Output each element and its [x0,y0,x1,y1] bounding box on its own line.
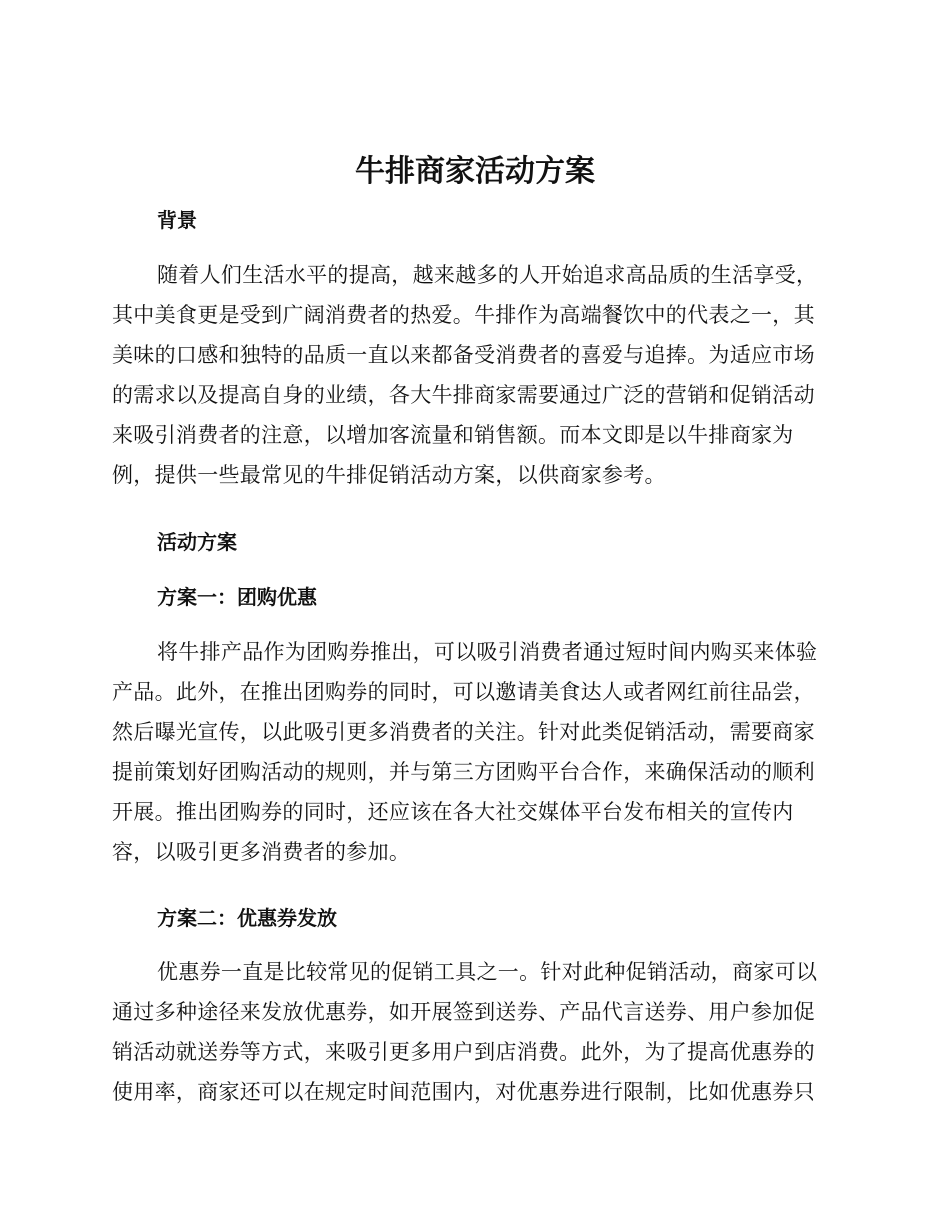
paragraph-line: 将牛排产品作为团购券推出，可以吸引消费者通过短时间内购买来体验 [157,640,818,664]
background-paragraph [112,255,842,495]
paragraph-line: 提前策划好团购活动的规则，并与第三方团购平台合作，来确保活动的顺利 [112,760,815,784]
plan-one-paragraph [112,632,842,872]
paragraph-line: 优惠券一直是比较常见的促销工具之一。针对此种促销活动，商家可以 [157,960,818,984]
section-heading-plan-one: 方案一：团购优惠 [157,585,317,609]
document-title: 牛排商家活动方案 [355,154,595,189]
paragraph-line: 来吸引消费者的注意，以增加客流量和销售额。而本文即是以牛排商家为 [112,423,794,447]
paragraph-line: 容，以吸引更多消费者的参加。 [112,840,411,864]
paragraph-line: 例，提供一些最常见的牛排促销活动方案，以供商家参考。 [112,463,666,487]
paragraph-line: 然后曝光宣传，以此吸引更多消费者的关注。针对此类促销活动，需要商家 [112,720,815,744]
section-heading-plan-two: 方案二：优惠券发放 [157,906,337,930]
paragraph-line: 随着人们生活水平的提高，越来越多的人开始追求高品质的生活享受， [157,263,818,287]
paragraph-line: 开展。推出团购券的同时，还应该在各大社交媒体平台发布相关的宣传内 [112,800,794,824]
section-heading-activity-plans: 活动方案 [157,530,237,554]
paragraph-line: 的需求以及提高自身的业绩，各大牛排商家需要通过广泛的营销和促销活动 [112,383,815,407]
paragraph-line: 销活动就送券等方式，来吸引更多用户到店消费。此外，为了提高优惠券的 [112,1040,815,1064]
paragraph-line: 使用率，商家还可以在规定时间范围内，对优惠券进行限制，比如优惠券只 [112,1080,815,1104]
paragraph-line: 其中美食更是受到广阔消费者的热爱。牛排作为高端餐饮中的代表之一，其 [112,303,815,327]
section-heading-background: 背景 [157,208,197,232]
plan-two-paragraph [112,952,842,1112]
paragraph-line: 美味的口感和独特的品质一直以来都备受消费者的喜爱与追捧。为适应市场 [112,343,815,367]
paragraph-line: 产品。此外，在推出团购券的同时，可以邀请美食达人或者网红前往品尝， [112,680,815,704]
paragraph-line: 通过多种途径来发放优惠券，如开展签到送券、产品代言送券、用户参加促 [112,1000,815,1024]
